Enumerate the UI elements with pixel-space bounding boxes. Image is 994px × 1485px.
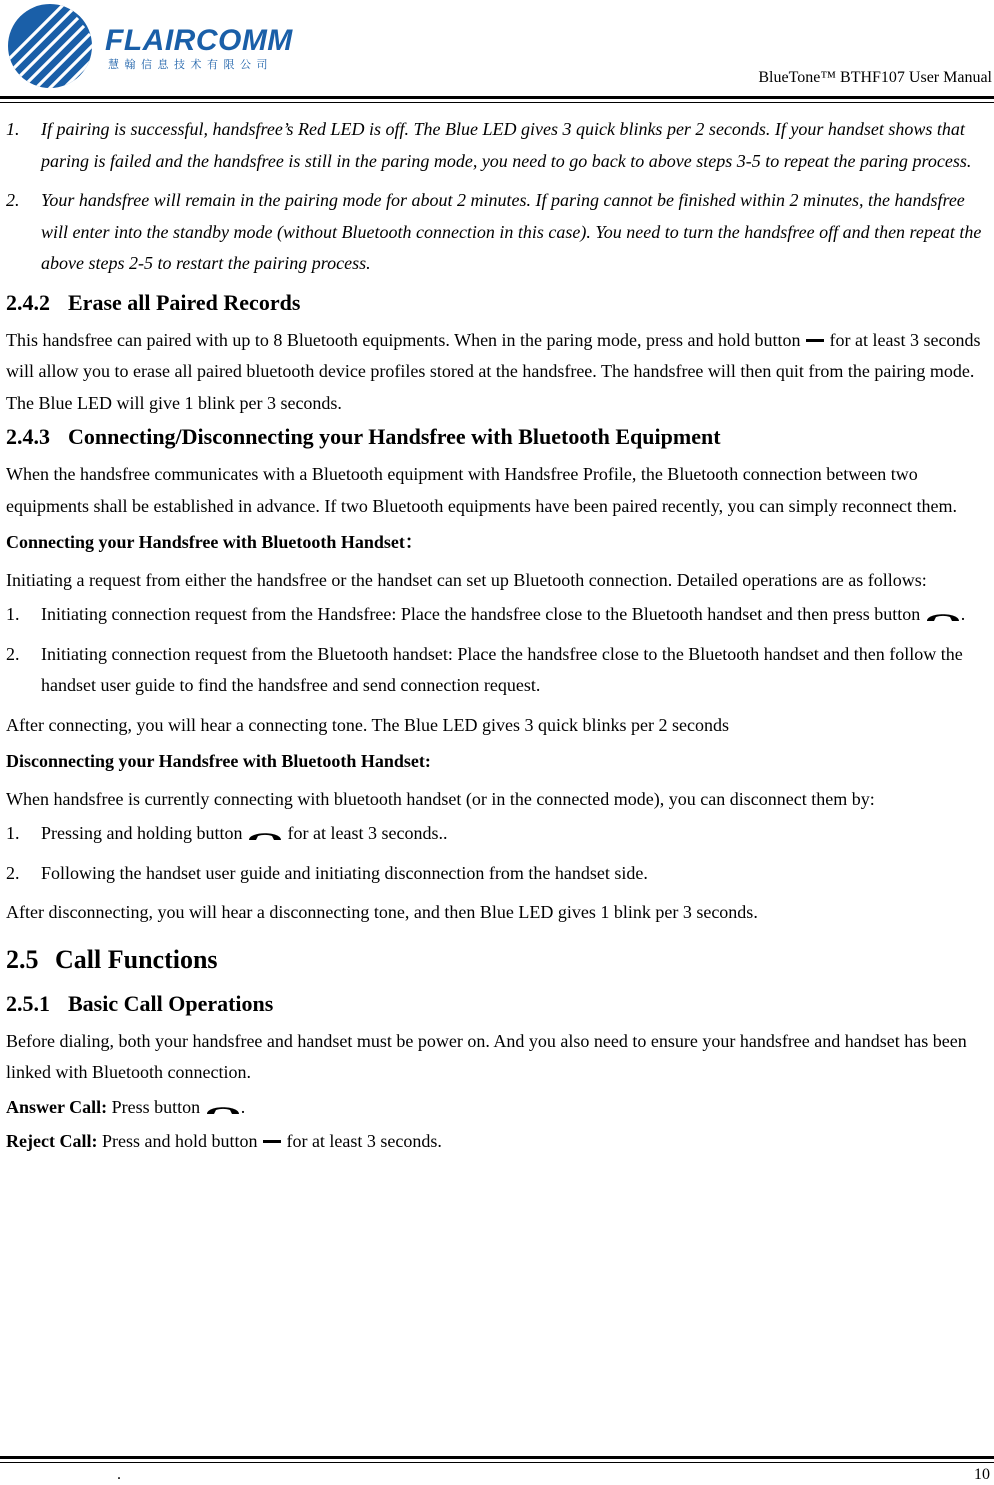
page-number: 10 <box>974 1466 990 1483</box>
section-number: 2.5.1 <box>6 990 50 1016</box>
header-rule <box>0 96 994 99</box>
paragraph: After connecting, you will hear a connecting tone. The Blue LED gives 3 quick blinks per 2 seconds <box>6 714 729 735</box>
list-text: for at least 3 seconds.. <box>283 823 448 843</box>
paragraph-text: for at least 3 seconds will allow you to erase all paired bluetooth device profiles stored at the handsfree. The handsfree will then quit from the pairing mode. The Blue LED will give 1 blink per 3 seconds. <box>6 329 981 413</box>
list-number: 1. <box>6 823 20 843</box>
minus-button-icon <box>263 1140 281 1143</box>
company-logo <box>6 2 306 92</box>
section-number: 2.4.2 <box>6 289 50 315</box>
footer-rule <box>0 1456 994 1459</box>
answer-call-line <box>6 1092 986 1124</box>
paragraph-text: Press and hold button <box>97 1131 262 1151</box>
paragraph: When the handsfree communicates with a Bluetooth equipment with Handsfree Profile, the Bluetooth connection between two equipments shall be established in advance. If two Bluetooth equipments have been paired recently, you can simply reconnect them. <box>6 464 958 516</box>
call-button-icon <box>925 609 961 623</box>
list-item <box>6 639 986 702</box>
list-number: 1. <box>6 604 20 624</box>
list-number: 2. <box>6 190 20 210</box>
paragraph-text: Press button <box>107 1096 205 1117</box>
section-title: Connecting/Disconnecting your Handsfree with Bluetooth Equipment <box>68 424 721 449</box>
logo-subtitle: 慧翰信息技术有限公司 <box>108 58 273 71</box>
list-item <box>6 185 986 280</box>
section-number: 2.5 <box>6 944 39 974</box>
footer-rule-thin <box>0 1462 994 1463</box>
section-heading-2-5-1 <box>6 989 986 1019</box>
footer-marker: . <box>117 1466 121 1483</box>
subheading-connecting: Connecting your Handsfree with Bluetooth Handset： <box>6 532 423 552</box>
section-heading-2-4-3 <box>6 422 986 452</box>
list-number: 2. <box>6 862 20 883</box>
paragraph: When handsfree is currently connecting with bluetooth handset (or in the connected mode), you can disconnect them by: <box>6 788 875 809</box>
section-title: Erase all Paired Records <box>68 289 301 315</box>
reject-call-line <box>6 1126 986 1158</box>
list-text: Initiating connection request from the Bluetooth handset: Place the handsfree close to the Bluetooth handset and then follow the handset user guide to find the handsfree and send connection request. <box>41 643 963 695</box>
section-heading-2-5 <box>6 943 986 977</box>
logo-wordmark: FLAIRCOMM <box>105 24 293 57</box>
section-number: 2.4.3 <box>6 424 50 449</box>
minus-button-icon <box>806 339 824 342</box>
paragraph <box>6 325 986 420</box>
reject-call-label: Reject Call: <box>6 1131 98 1151</box>
list-text: Following the handset user guide and initiating disconnection from the handset side. <box>41 862 648 883</box>
list-item <box>6 858 986 890</box>
list-number: 1. <box>6 119 20 139</box>
section-heading-2-4-2 <box>6 288 986 318</box>
header-rule-thin <box>0 102 994 103</box>
call-button-icon <box>205 1102 241 1116</box>
flaircomm-logo-icon <box>6 2 94 90</box>
paragraph: Initiating a request from either the handsfree or the handset can set up Bluetooth connection. Detailed operations are as follows: <box>6 569 927 590</box>
paragraph-text: . <box>240 1096 246 1117</box>
list-text: If pairing is successful, handsfree’s Red LED is off. The Blue LED gives 3 quick blinks per 2 seconds. If your handset shows that paring is failed and the handsfree is still in the paring mode, you need to go back to above steps 3-5 to repeat the paring process. <box>41 119 972 171</box>
list-item <box>6 114 986 177</box>
section-title: Basic Call Operations <box>68 990 274 1016</box>
list-number: 2. <box>6 643 20 664</box>
page-content <box>6 114 986 1161</box>
list-text: Your handsfree will remain in the pairing mode for about 2 minutes. If paring cannot be finished within 2 minutes, the handsfree will enter into the standby mode (without Bluetooth connection in this case). You need to turn the handsfree off and then repeat the above steps 2-5 to restart the pairing process. <box>41 190 982 273</box>
answer-call-label: Answer Call: <box>6 1096 108 1117</box>
list-text: Initiating connection request from the Handsfree: Place the handsfree close to the Bluetooth handset and then press button <box>41 604 925 624</box>
call-button-icon <box>247 828 283 842</box>
document-title: BlueTone™ BTHF107 User Manual <box>758 69 992 86</box>
list-text: Pressing and holding button <box>41 823 247 843</box>
paragraph: Before dialing, both your handsfree and handset must be power on. And you also need to ensure your handsfree and handset has been linked with Bluetooth connection. <box>6 1030 967 1082</box>
list-item <box>6 818 986 850</box>
subheading-disconnecting: Disconnecting your Handsfree with Bluetooth Handset: <box>6 751 431 771</box>
section-title: Call Functions <box>55 944 218 974</box>
list-text: . <box>960 604 966 624</box>
paragraph-text: This handsfree can paired with up to 8 Bluetooth equipments. When in the paring mode, press and hold button <box>6 329 806 350</box>
list-item <box>6 599 986 631</box>
paragraph-text: for at least 3 seconds. <box>281 1131 442 1151</box>
paragraph: After disconnecting, you will hear a disconnecting tone, and then Blue LED gives 1 blink per 3 seconds. <box>6 902 758 922</box>
